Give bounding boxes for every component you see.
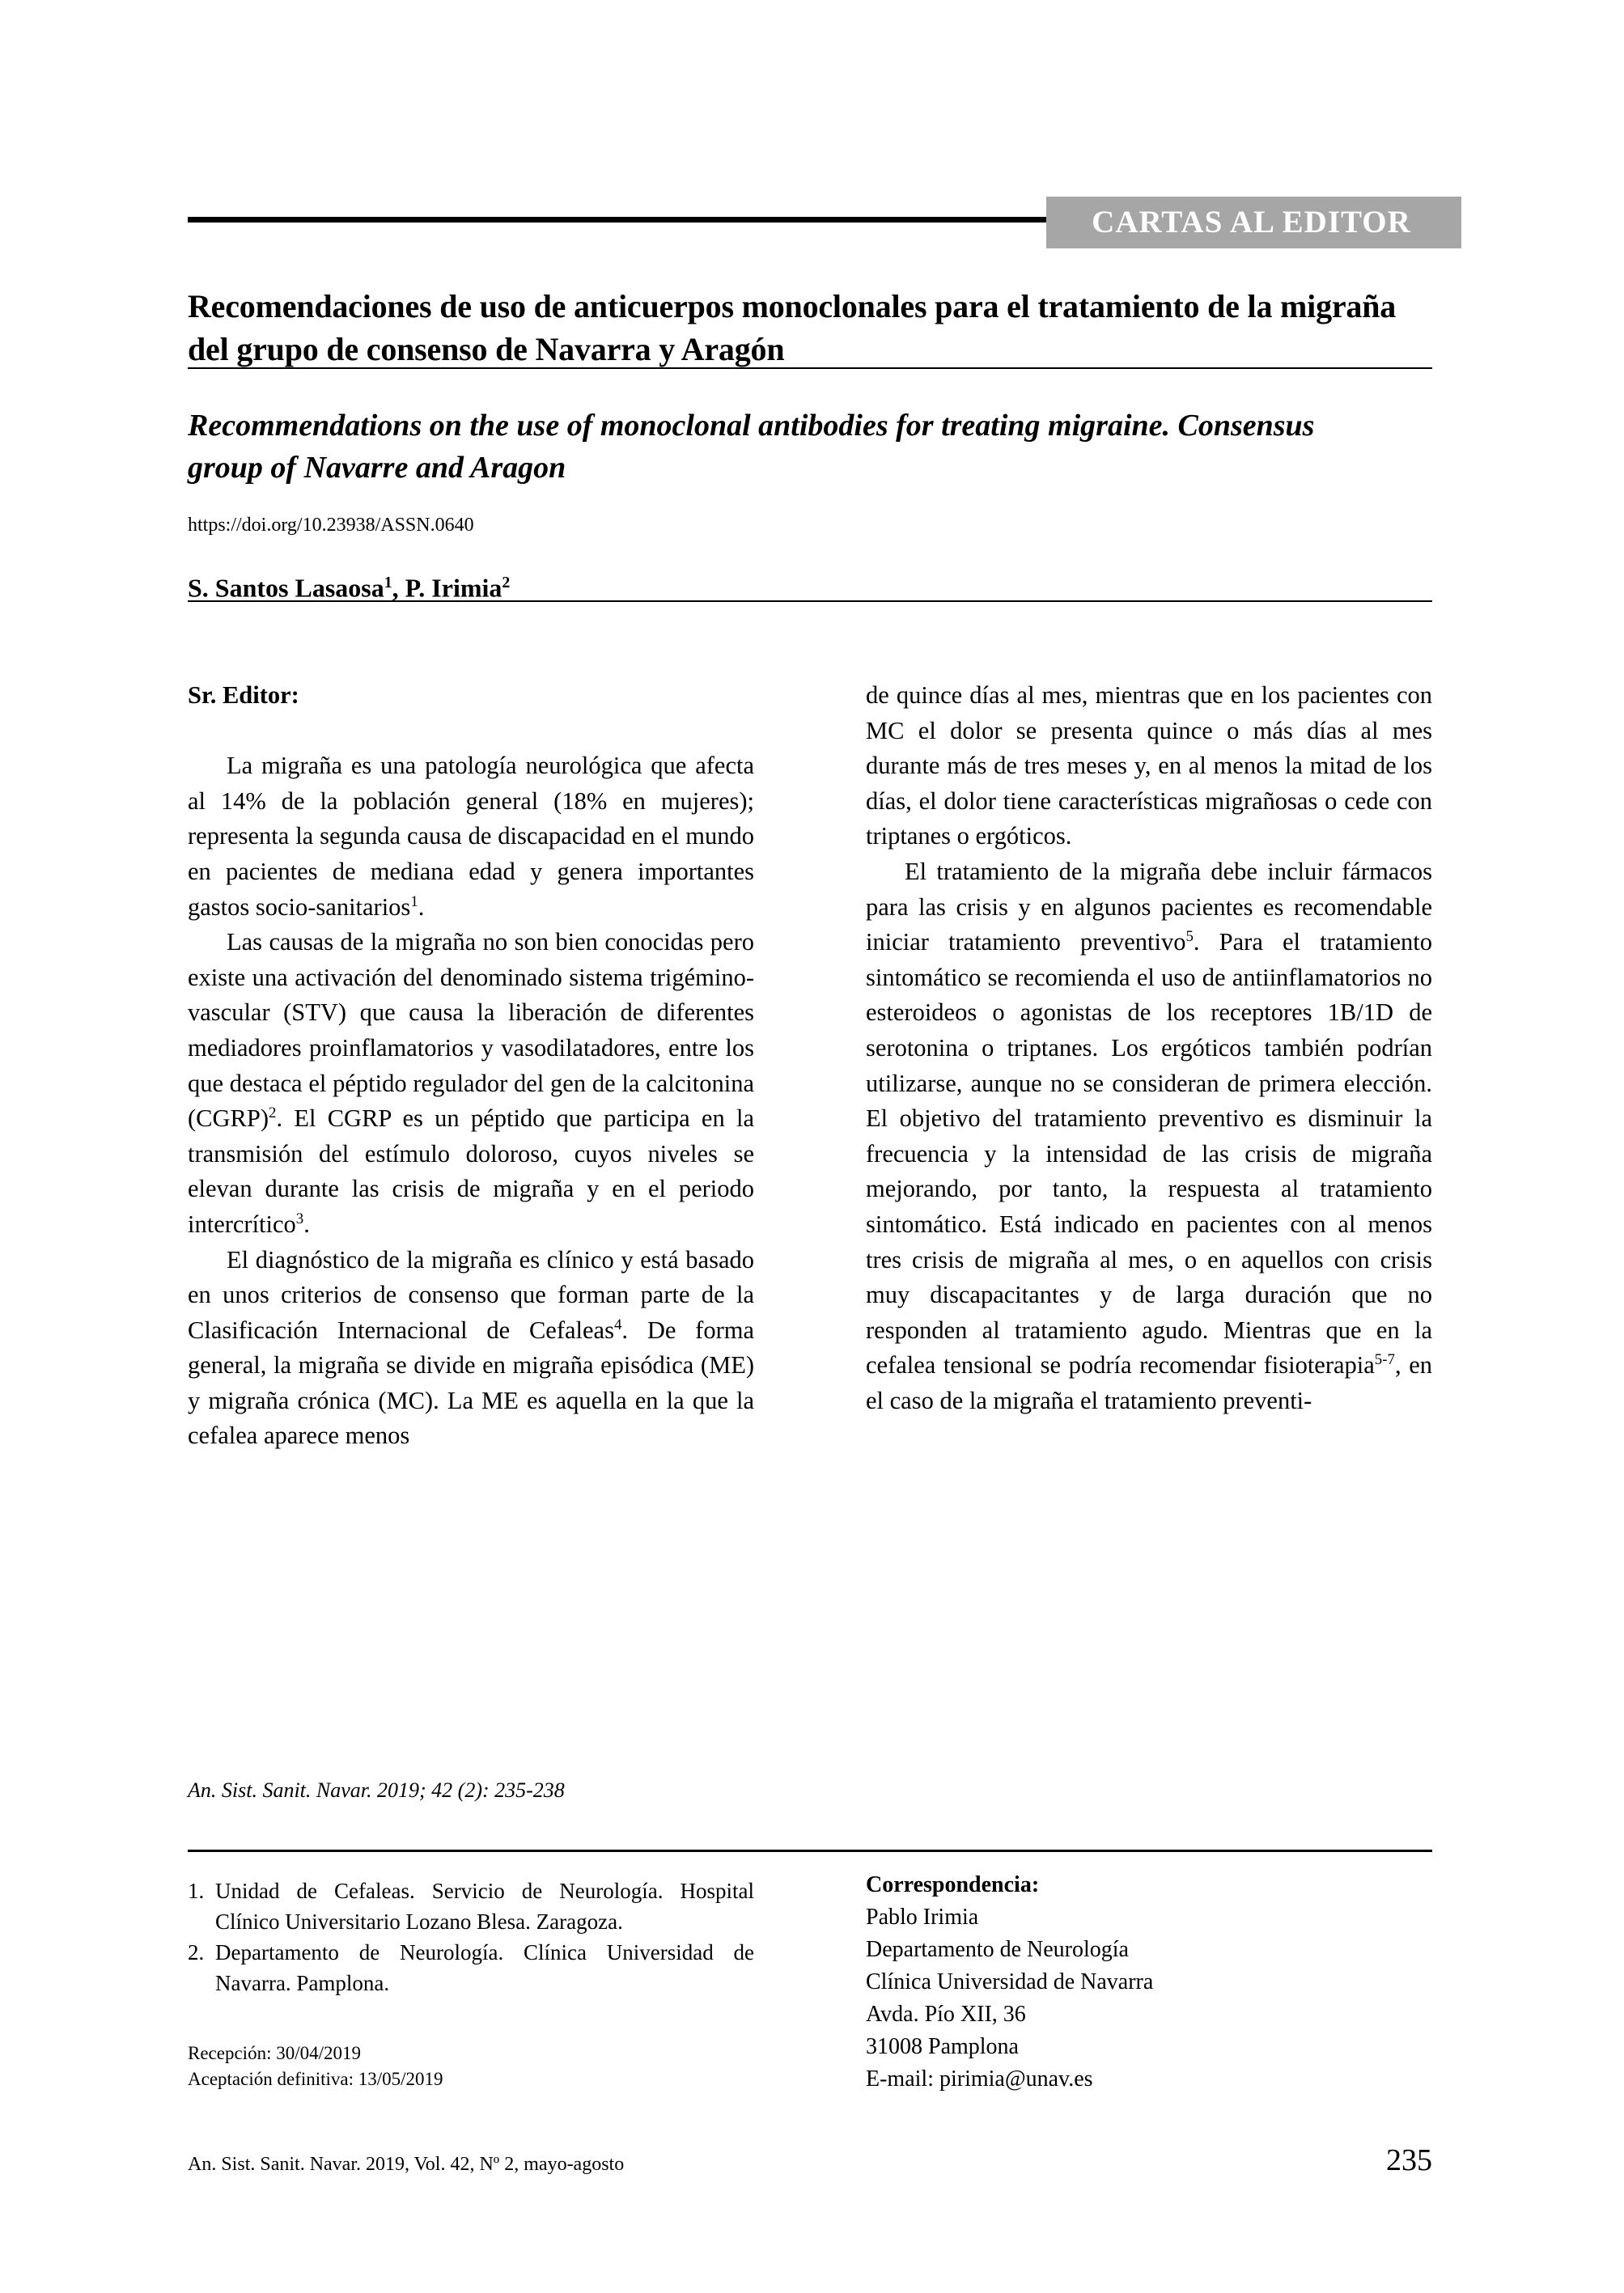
correspondence-institution: Clínica Universidad de Navarra — [866, 1969, 1154, 1994]
page-number: 235 — [1386, 2143, 1432, 2177]
body-column-left — [188, 678, 754, 1454]
affiliation-2-text: Departamento de Neurología. Clínica Universidad de Navarra. Pamplona. — [215, 1940, 754, 1995]
paragraph-right-2-mid: . Para el tratamiento sintomático se recomienda el uso de antiinflamatorios no esteroideos o agonistas de los receptores 1B/1D de serotonina o triptanes. Los ergóticos también podrían utilizarse, aunque no se consideran de primera elección. El objetivo del tratamiento preventivo es disminuir la frecuencia y la intensidad de las crisis de migraña mejorando, por tanto, la respuesta al tratamiento sintomático. Está indicado en pacientes con al menos tres crisis de migraña al mes, o en aquellos con crisis muy discapacitantes y de larga duración que no responden al tratamiento agudo. Mientras que en la cefalea tensional se podría recomendar fisioterapia — [866, 928, 1432, 1380]
section-tag-cartas-al-editor: CARTAS AL EDITOR — [1046, 197, 1461, 248]
affiliation-1-number: 1. — [188, 1879, 205, 1903]
correspondence-city: 31008 Pamplona — [866, 2034, 1019, 2059]
paragraph-left-2-tail: . — [303, 1210, 310, 1238]
paragraph-left-3-tail: . De forma general, la migraña se divide en migraña episódica (ME) y migraña crónica (MC). La ME es aquella en la que la cefalea aparece menos — [188, 1316, 754, 1450]
paragraph-right-2-tail: , en el caso de la migraña el tratamiento preventi- — [866, 1351, 1432, 1414]
author-1-affiliation-marker: 1 — [384, 574, 392, 591]
paragraph-right-1: de quince días al mes, mientras que en los pacientes con MC el dolor se presenta quince o más días al mes durante más de tres meses y, en al menos la mitad de los días, el dolor tiene características migrañosas o cede con triptanes o ergóticos. — [866, 681, 1432, 850]
affiliation-2-number: 2. — [188, 1940, 205, 1965]
paragraph-left-1 — [188, 748, 754, 925]
reference-marker-3: 3 — [295, 1210, 304, 1227]
page-title-english: Recommendations on the use of monoclonal antibodies for treating migraine. Consensus group of Navarre and Aragon — [188, 408, 1315, 485]
body-column-right — [866, 678, 1432, 1418]
author-list — [188, 566, 510, 604]
correspondence-heading: Correspondencia: — [866, 1872, 1040, 1897]
paragraph-left-2-text: Las causas de la migraña no son bien conocidas pero existe una activación del denominado sistema trigémino-vascular (STV) que causa la liberación de diferentes mediadores proinflamatorios y vasodilatadores, entre los que destaca el péptido regulador del gen de la calcitonina (CGRP) — [188, 928, 754, 1133]
doi-text[interactable]: https://doi.org/10.23938/ASSN.0640 — [188, 515, 474, 536]
author-divider-rule — [188, 600, 1432, 602]
paragraph-left-1-text: La migraña es una patología neurológica que afecta al 14% de la población general (18% en mujeres); representa la segunda causa de discapacidad en el mundo en pacientes de mediana edad y genera importantes gastos socio-sanitarios — [188, 752, 754, 921]
footer-divider-rule — [188, 1850, 1432, 1852]
affiliation-item-2 — [188, 1937, 754, 1998]
correspondence-department: Departamento de Neurología — [866, 1937, 1129, 1962]
reception-date: Recepción: 30/04/2019 — [188, 2043, 361, 2063]
title-divider-rule — [188, 367, 1432, 369]
correspondence-block — [866, 1869, 1432, 2096]
author-2-affiliation-marker: 2 — [502, 574, 511, 591]
reference-marker-1: 1 — [410, 892, 418, 910]
reference-marker-2: 2 — [269, 1104, 277, 1121]
paragraph-right-2-text: El tratamiento de la migraña debe incluir fármacos para las crisis y en algunos pacientes es recomendable iniciar tratamiento preventivo — [866, 857, 1432, 956]
running-footer-text: An. Sist. Sanit. Navar. 2019, Vol. 42, Nº 2, mayo-agosto — [188, 2154, 625, 2175]
paragraph-left-2 — [188, 925, 754, 1242]
affiliation-1-text: Unidad de Cefaleas. Servicio de Neurología. Hospital Clínico Universitario Lozano Blesa. Zaragoza. — [215, 1879, 754, 1934]
paragraph-left-3-text: El diagnóstico de la migraña es clínico y está basado en unos criterios de consenso que forman parte de la Clasificación Internacional de Cefaleas — [188, 1245, 754, 1344]
header-band — [188, 205, 1432, 239]
author-1-name: S. Santos Lasaosa — [188, 573, 384, 603]
paragraph-right-2 — [866, 854, 1432, 1419]
paragraph-left-3 — [188, 1243, 754, 1455]
header-rule — [188, 217, 1055, 223]
correspondence-street: Avda. Pío XII, 36 — [866, 2002, 1026, 2027]
page-title-spanish: Recomendaciones de uso de anticuerpos monoclonales para el tratamiento de la migraña del grupo de consenso de Navarra y Aragón — [188, 287, 1397, 367]
salutation: Sr. Editor: — [188, 681, 299, 709]
reference-marker-4: 4 — [613, 1316, 622, 1333]
page-content-area — [188, 0, 1432, 2293]
affiliation-item-1 — [188, 1876, 754, 1937]
journal-citation: An. Sist. Sanit. Navar. 2019; 42 (2): 235-238 — [188, 1778, 565, 1802]
correspondence-name: Pablo Irimia — [866, 1905, 979, 1930]
affiliation-list — [188, 1876, 754, 1998]
acceptance-date: Aceptación definitiva: 13/05/2019 — [188, 2069, 443, 2089]
paragraph-left-1-tail: . — [418, 892, 425, 921]
reference-marker-5: 5 — [1185, 928, 1194, 945]
paragraph-left-2-mid: . El CGRP es un péptido que participa en la transmisión del estímulo doloroso, cuyos niveles se elevan durante las crisis de migraña y en el periodo intercrítico — [188, 1104, 754, 1238]
submission-dates — [188, 2041, 443, 2092]
reference-marker-5-7: 5-7 — [1374, 1351, 1395, 1369]
author-2-name: , P. Irimia — [392, 573, 502, 603]
correspondence-email[interactable]: E-mail: pirimia@unav.es — [866, 2066, 1093, 2092]
